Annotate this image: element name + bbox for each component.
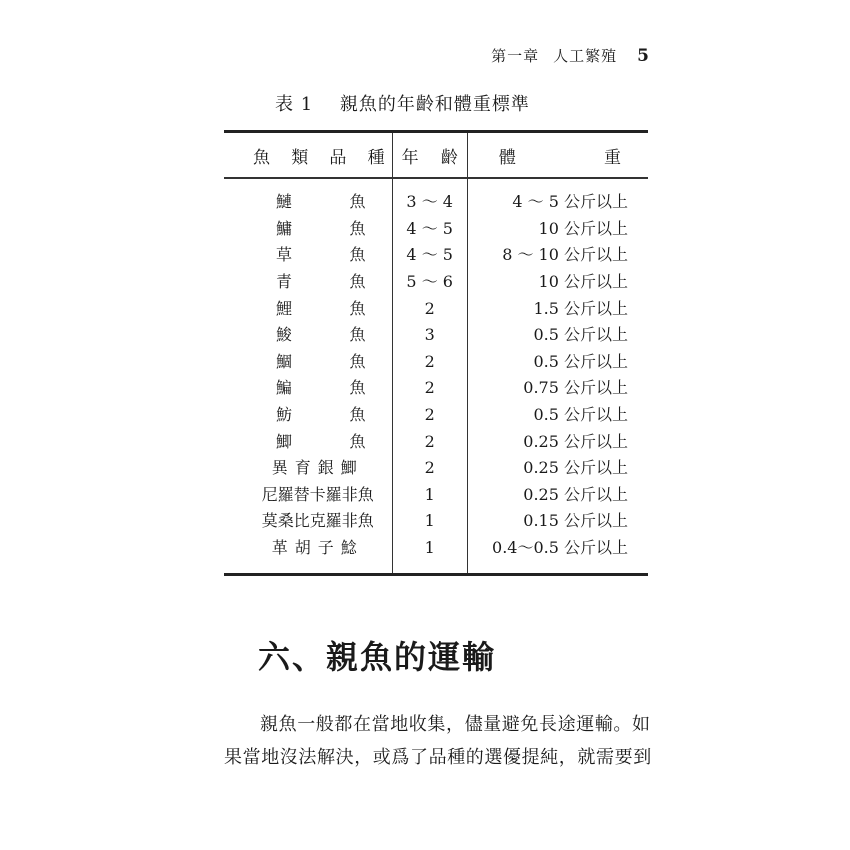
species-name: 鯿 (276, 378, 293, 398)
table-row (224, 322, 648, 349)
species-name: 魴 (276, 405, 293, 425)
age-value: 1 (392, 535, 467, 575)
table-row (224, 455, 648, 482)
weight-value: 0.5 公斤以上 (533, 351, 628, 371)
body-paragraph (224, 708, 654, 774)
weight-value: 10 公斤以上 (538, 272, 628, 292)
age-value: 4 ～ 5 (392, 216, 467, 243)
species-suffix: 魚 (349, 325, 366, 345)
weight-value: 10 公斤以上 (538, 218, 628, 238)
header-species (224, 132, 392, 179)
weight-value: 4 ～ 5 公斤以上 (512, 192, 628, 212)
header-char: 齡 (440, 147, 458, 168)
species-name: 莫桑比克羅非魚 (261, 511, 374, 531)
table-row (224, 295, 648, 322)
chapter-label: 第一章 (491, 47, 540, 65)
species-name: 鰱 (276, 192, 293, 212)
header-char: 體 (498, 147, 516, 168)
species-name: 鯉 (276, 298, 293, 318)
weight-value: 0.5 公斤以上 (533, 405, 628, 425)
table-row (224, 242, 648, 269)
age-value: 1 (392, 508, 467, 535)
species-name: 鯽 (276, 431, 293, 451)
weight-value: 0.25 公斤以上 (523, 484, 628, 504)
species-suffix: 魚 (349, 218, 366, 238)
age-value: 3 ～ 4 (392, 178, 467, 216)
age-value: 2 (392, 375, 467, 402)
section-heading: 六、親魚的運輸 (258, 638, 497, 676)
age-value: 3 (392, 322, 467, 349)
species-name: 鯝 (276, 351, 293, 371)
species-suffix: 魚 (349, 245, 366, 265)
header-weight (467, 132, 648, 179)
species-name: 鱅 (276, 218, 293, 238)
species-suffix: 魚 (349, 272, 366, 292)
table-row (224, 482, 648, 509)
age-value: 2 (392, 428, 467, 455)
species-suffix: 魚 (349, 378, 366, 398)
broodfish-standards-table (224, 130, 648, 576)
weight-value: 1.5 公斤以上 (533, 298, 628, 318)
table-row (224, 349, 648, 376)
species-name: 鮻 (276, 325, 293, 345)
weight-value: 8 ～ 10 公斤以上 (502, 245, 628, 265)
age-value: 2 (392, 455, 467, 482)
weight-value: 0.15 公斤以上 (523, 511, 628, 531)
species-name: 異育銀鯽 (271, 458, 364, 478)
species-name: 青 (276, 272, 293, 292)
species-name: 草 (276, 245, 293, 265)
header-char: 魚 (253, 147, 270, 168)
age-value: 2 (392, 295, 467, 322)
table-row (224, 402, 648, 429)
species-suffix: 魚 (349, 351, 366, 371)
species-suffix: 魚 (349, 405, 366, 425)
chapter-title: 人工繁殖 (553, 47, 618, 65)
species-suffix: 魚 (349, 298, 366, 318)
paragraph-line: 親魚一般都在當地收集，儘量避免長途運輸。如 (260, 714, 651, 735)
table-title: 親魚的年齡和體重標準 (339, 94, 530, 115)
weight-value: 0.5 公斤以上 (533, 325, 628, 345)
species-suffix: 魚 (349, 192, 366, 212)
header-char: 年 (401, 147, 419, 168)
age-value: 2 (392, 402, 467, 429)
weight-value: 0.25 公斤以上 (523, 431, 628, 451)
age-value: 2 (392, 349, 467, 376)
table-row (224, 508, 648, 535)
page-number: 5 (637, 46, 650, 66)
weight-value: 0.4～0.5 公斤以上 (492, 538, 628, 558)
header-age (392, 132, 467, 179)
table-row (224, 269, 648, 296)
table-header-row (224, 132, 648, 179)
table-row (224, 428, 648, 455)
header-char: 品 (329, 147, 347, 168)
age-value: 4 ～ 5 (392, 242, 467, 269)
header-char: 種 (367, 147, 385, 168)
species-suffix: 魚 (349, 431, 366, 451)
table-label: 表 1 (275, 94, 314, 115)
table-row (224, 178, 648, 216)
weight-value: 0.75 公斤以上 (523, 378, 628, 398)
weight-value: 0.25 公斤以上 (523, 458, 628, 478)
species-name: 尼羅替卡羅非魚 (261, 484, 374, 504)
table-row (224, 535, 648, 575)
running-head (480, 45, 650, 66)
table-row (224, 216, 648, 243)
table-row (224, 375, 648, 402)
header-char: 類 (291, 147, 309, 168)
header-char: 重 (604, 147, 621, 168)
table-caption (275, 90, 530, 116)
age-value: 1 (392, 482, 467, 509)
species-name: 革胡子鯰 (271, 538, 364, 558)
paragraph-line: 果當地沒法解決，或爲了品種的選優提純，就需要到 (224, 747, 652, 768)
age-value: 5 ～ 6 (392, 269, 467, 296)
